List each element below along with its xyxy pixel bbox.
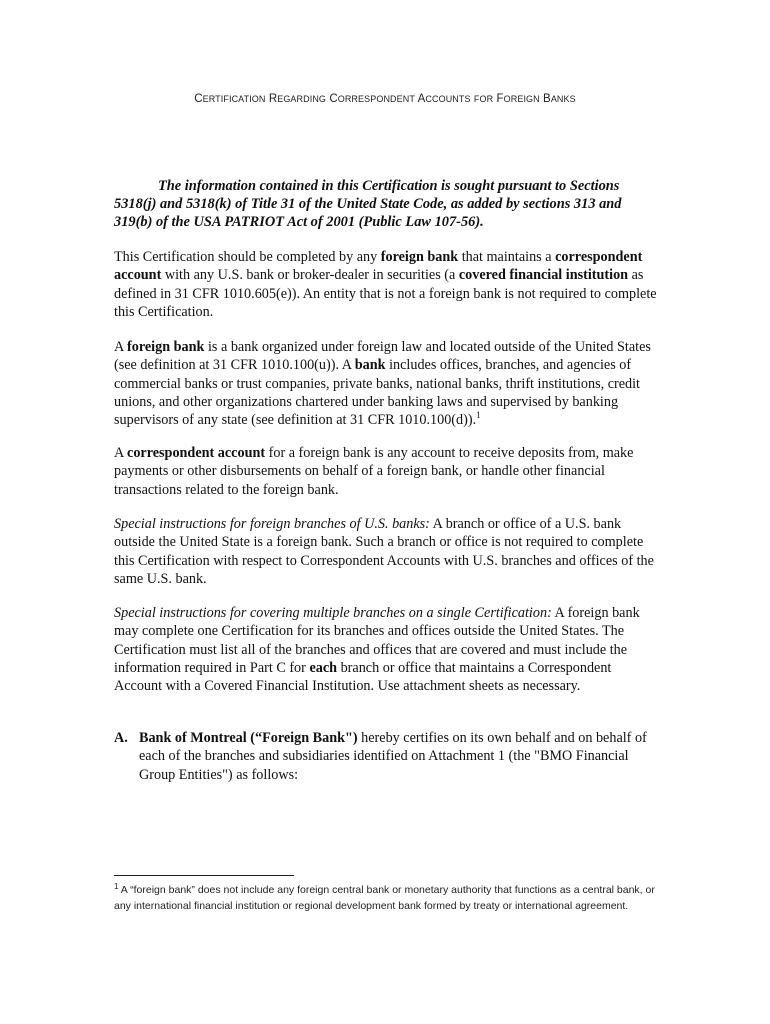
intro-text: The information contained in this Certification is sought pursuant to Sections 5318(j) and 5318(k) of Title 31 of the United State Code, as added by sections 313 and 319(b) of the USA PATRIOT Act of 2001 (Public Law 107-56). [114,178,622,230]
title-text: OREIGN [503,94,540,104]
section-label: A. [114,730,128,746]
document-title [0,93,770,105]
title-text: C [194,93,203,105]
paragraph-text: that maintains a [458,249,556,265]
title-text: R [268,93,278,105]
paragraph-text: hereby certifies on its own behalf and on behalf of each of the branches and subsidiaries identified on Attachment 1 (the "BMO Financial Group Entities") as follows: [139,730,647,783]
title-text: EGARDING [277,94,327,104]
paragraph-text: branch or office that maintains a Correspondent Account with a Covered Financial Institution. Use attachment sheets as necessary. [114,659,612,695]
title-text: B [543,93,551,105]
title-text: CCOUNTS [425,94,471,104]
paragraph-foreign-bank-definition [114,338,658,429]
term-bank: bank [354,357,386,374]
title-text: FOR [473,94,494,104]
footnote-number: 1 [114,882,119,891]
term-correspondent-account: correspondent account [114,249,643,284]
paragraph-who-completes [114,248,658,321]
term-correspondent-account: correspondent account [127,445,266,461]
paragraph-text: This Certification should be completed by any [114,249,381,265]
paragraph-correspondent-account-definition [114,444,658,499]
bank-name: Bank of Montreal (“Foreign Bank") [139,730,358,746]
paragraph-special-instructions-us-branches [114,515,658,588]
paragraph-text: for a foreign bank is any account to receive deposits from, make payments or other disbursements on behalf of a foreign bank, or handle other financial transactions related to the foreign bank. [114,445,634,498]
intro-statement [114,177,659,231]
term-foreign-bank: foreign bank [127,339,205,355]
paragraph-text: as defined in 31 CFR 1010.605(e)). An entity that is not a foreign bank is not required to complete this Certification. [114,267,657,320]
paragraph-text: with any U.S. bank or broker-dealer in securities (a [161,267,459,284]
footnote [114,882,659,914]
paragraph-text: A branch or office of a U.S. bank outside the United State is a foreign bank. Such a branch or office is not required to complete this Certification with respect to Correspondent Accounts with U.S. branches and offices of the same U.S. bank. [114,516,654,587]
instruction-heading: Special instructions for covering multiple branches on a single Certification: [114,605,552,621]
footnote-text: A “foreign bank” does not include any foreign central bank or monetary authority that functions as a central bank, or any international financial institution or regional development bank formed by treaty or international agreement. [114,884,655,912]
title-text: ORRESPONDENT [337,94,415,104]
footnote-reference: 1 [476,410,481,421]
paragraph-text: A [114,339,128,355]
term-each: each [309,659,338,676]
paragraph-text: includes offices, branches, and agencies of commercial banks or trust companies, private banks, national banks, thrift institutions, credit unions, and other organizations chartered under banking laws and supervised by banking supervisors of any state (see definition at 31 CFR 1010.100(d)). [114,357,640,429]
section-a-certification [114,729,658,784]
footnote-divider [114,875,294,876]
title-text: ERTIFICATION [202,94,266,104]
paragraph-text: is a bank organized under foreign law and located outside of the United States (see definition at 31 CFR 1010.100(u)). A [114,339,651,374]
paragraph-special-instructions-multiple-branches [114,604,658,695]
paragraph-text: A foreign bank may complete one Certification for its branches and offices outside the United States. The Certification must list all of the branches and offices that are covered and must include the information required in Part C for [114,605,640,676]
title-text: A [417,93,426,105]
title-text: ANKS [550,94,576,104]
title-text: C [329,93,338,105]
instruction-heading: Special instructions for foreign branches of U.S. banks: [114,516,430,532]
term-covered-financial-institution: covered financial institution [458,267,629,284]
paragraph-text: A [114,445,128,461]
title-text: F [496,93,504,105]
term-foreign-bank: foreign bank [380,249,459,265]
section-a-body [139,729,658,784]
